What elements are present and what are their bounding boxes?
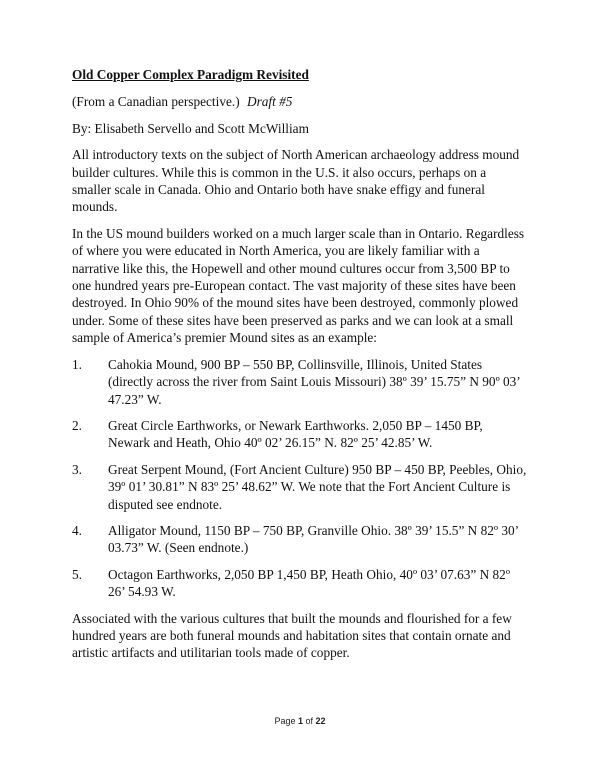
document-subtitle bbox=[72, 93, 528, 110]
list-item bbox=[72, 461, 528, 513]
draft-label: Draft #5 bbox=[246, 94, 293, 110]
list-item-text: Alligator Mound, 1150 BP – 750 BP, Granville Ohio. 38º 39’ 15.5” N 82º 30’ 03.73” W. (Seen endnote.) bbox=[108, 522, 519, 556]
paragraph-mound-builders: In the US mound builders worked on a much larger scale than in Ontario. Regardless of where you were educated in North America, you are likely familiar with a narrative like this, the Hopewell and other mound cultures occur from 3,500 BP to one hundred years pre-European contact. The vast majority of these sites have been destroyed. In Ohio 90% of the mound sites have been destroyed, commonly plowed under. Some of these sites have been preserved as parks and we can look at a small sample of America’s premier Mound sites as an example: bbox=[72, 225, 525, 346]
list-item-text: Octagon Earthworks, 2,050 BP 1,450 BP, Heath Ohio, 40º 03’ 07.63” N 82º 26’ 54.93 W. bbox=[108, 566, 510, 600]
list-item-number: 5. bbox=[72, 566, 82, 582]
document-title: Old Copper Complex Paradigm Revisited bbox=[72, 67, 309, 82]
list-item-text: Cahokia Mound, 900 BP – 550 BP, Collinsville, Illinois, United States (directly across the river from Saint Louis Missouri) 38º 39’ 15.75” N 90º 03’ 47.23” W. bbox=[108, 356, 520, 407]
paragraph-intro: All introductory texts on the subject of North American archaeology address mound builder cultures. While this is common in the U.S. it also occurs, perhaps on a smaller scale in Canada. Ohio and Ontario both have snake effigy and funeral mounds. bbox=[72, 147, 520, 215]
page-total: 22 bbox=[315, 716, 326, 726]
list-item bbox=[72, 522, 528, 557]
list-item bbox=[72, 566, 528, 601]
list-item-number: 2. bbox=[72, 417, 82, 433]
list-item-number: 3. bbox=[72, 461, 82, 477]
list-item-text: Great Circle Earthworks, or Newark Earthworks. 2,050 BP – 1450 BP, Newark and Heath, Ohio 40º 02’ 26.15” N. 82º 25’ 42.85’ W. bbox=[108, 417, 483, 451]
page-current: 1 bbox=[297, 716, 303, 726]
authors-line: By: Elisabeth Servello and Scott McWilliam bbox=[72, 120, 309, 136]
list-item bbox=[72, 356, 528, 408]
page-footer bbox=[0, 716, 600, 726]
mound-sites-list bbox=[72, 356, 528, 601]
of-label: of bbox=[305, 716, 314, 726]
list-item-number: 4. bbox=[72, 522, 82, 538]
paragraph-closing: Associated with the various cultures that built the mounds and flourished for a few hundred years are both funeral mounds and habitation sites that contain ornate and artistic artifacts and utilitarian tools made of copper. bbox=[72, 610, 512, 661]
list-item-text: Great Serpent Mound, (Fort Ancient Culture) 950 BP – 450 BP, Peebles, Ohio, 39º 01’ 30.81” N 83º 25’ 48.62” W. We note that the Fort Ancient Culture is disputed see endnote. bbox=[108, 461, 527, 512]
document-body bbox=[72, 66, 528, 671]
list-item bbox=[72, 417, 528, 452]
page-label: Page bbox=[274, 716, 296, 726]
list-item-number: 1. bbox=[72, 356, 82, 372]
subtitle-text: (From a Canadian perspective.) bbox=[72, 94, 240, 110]
